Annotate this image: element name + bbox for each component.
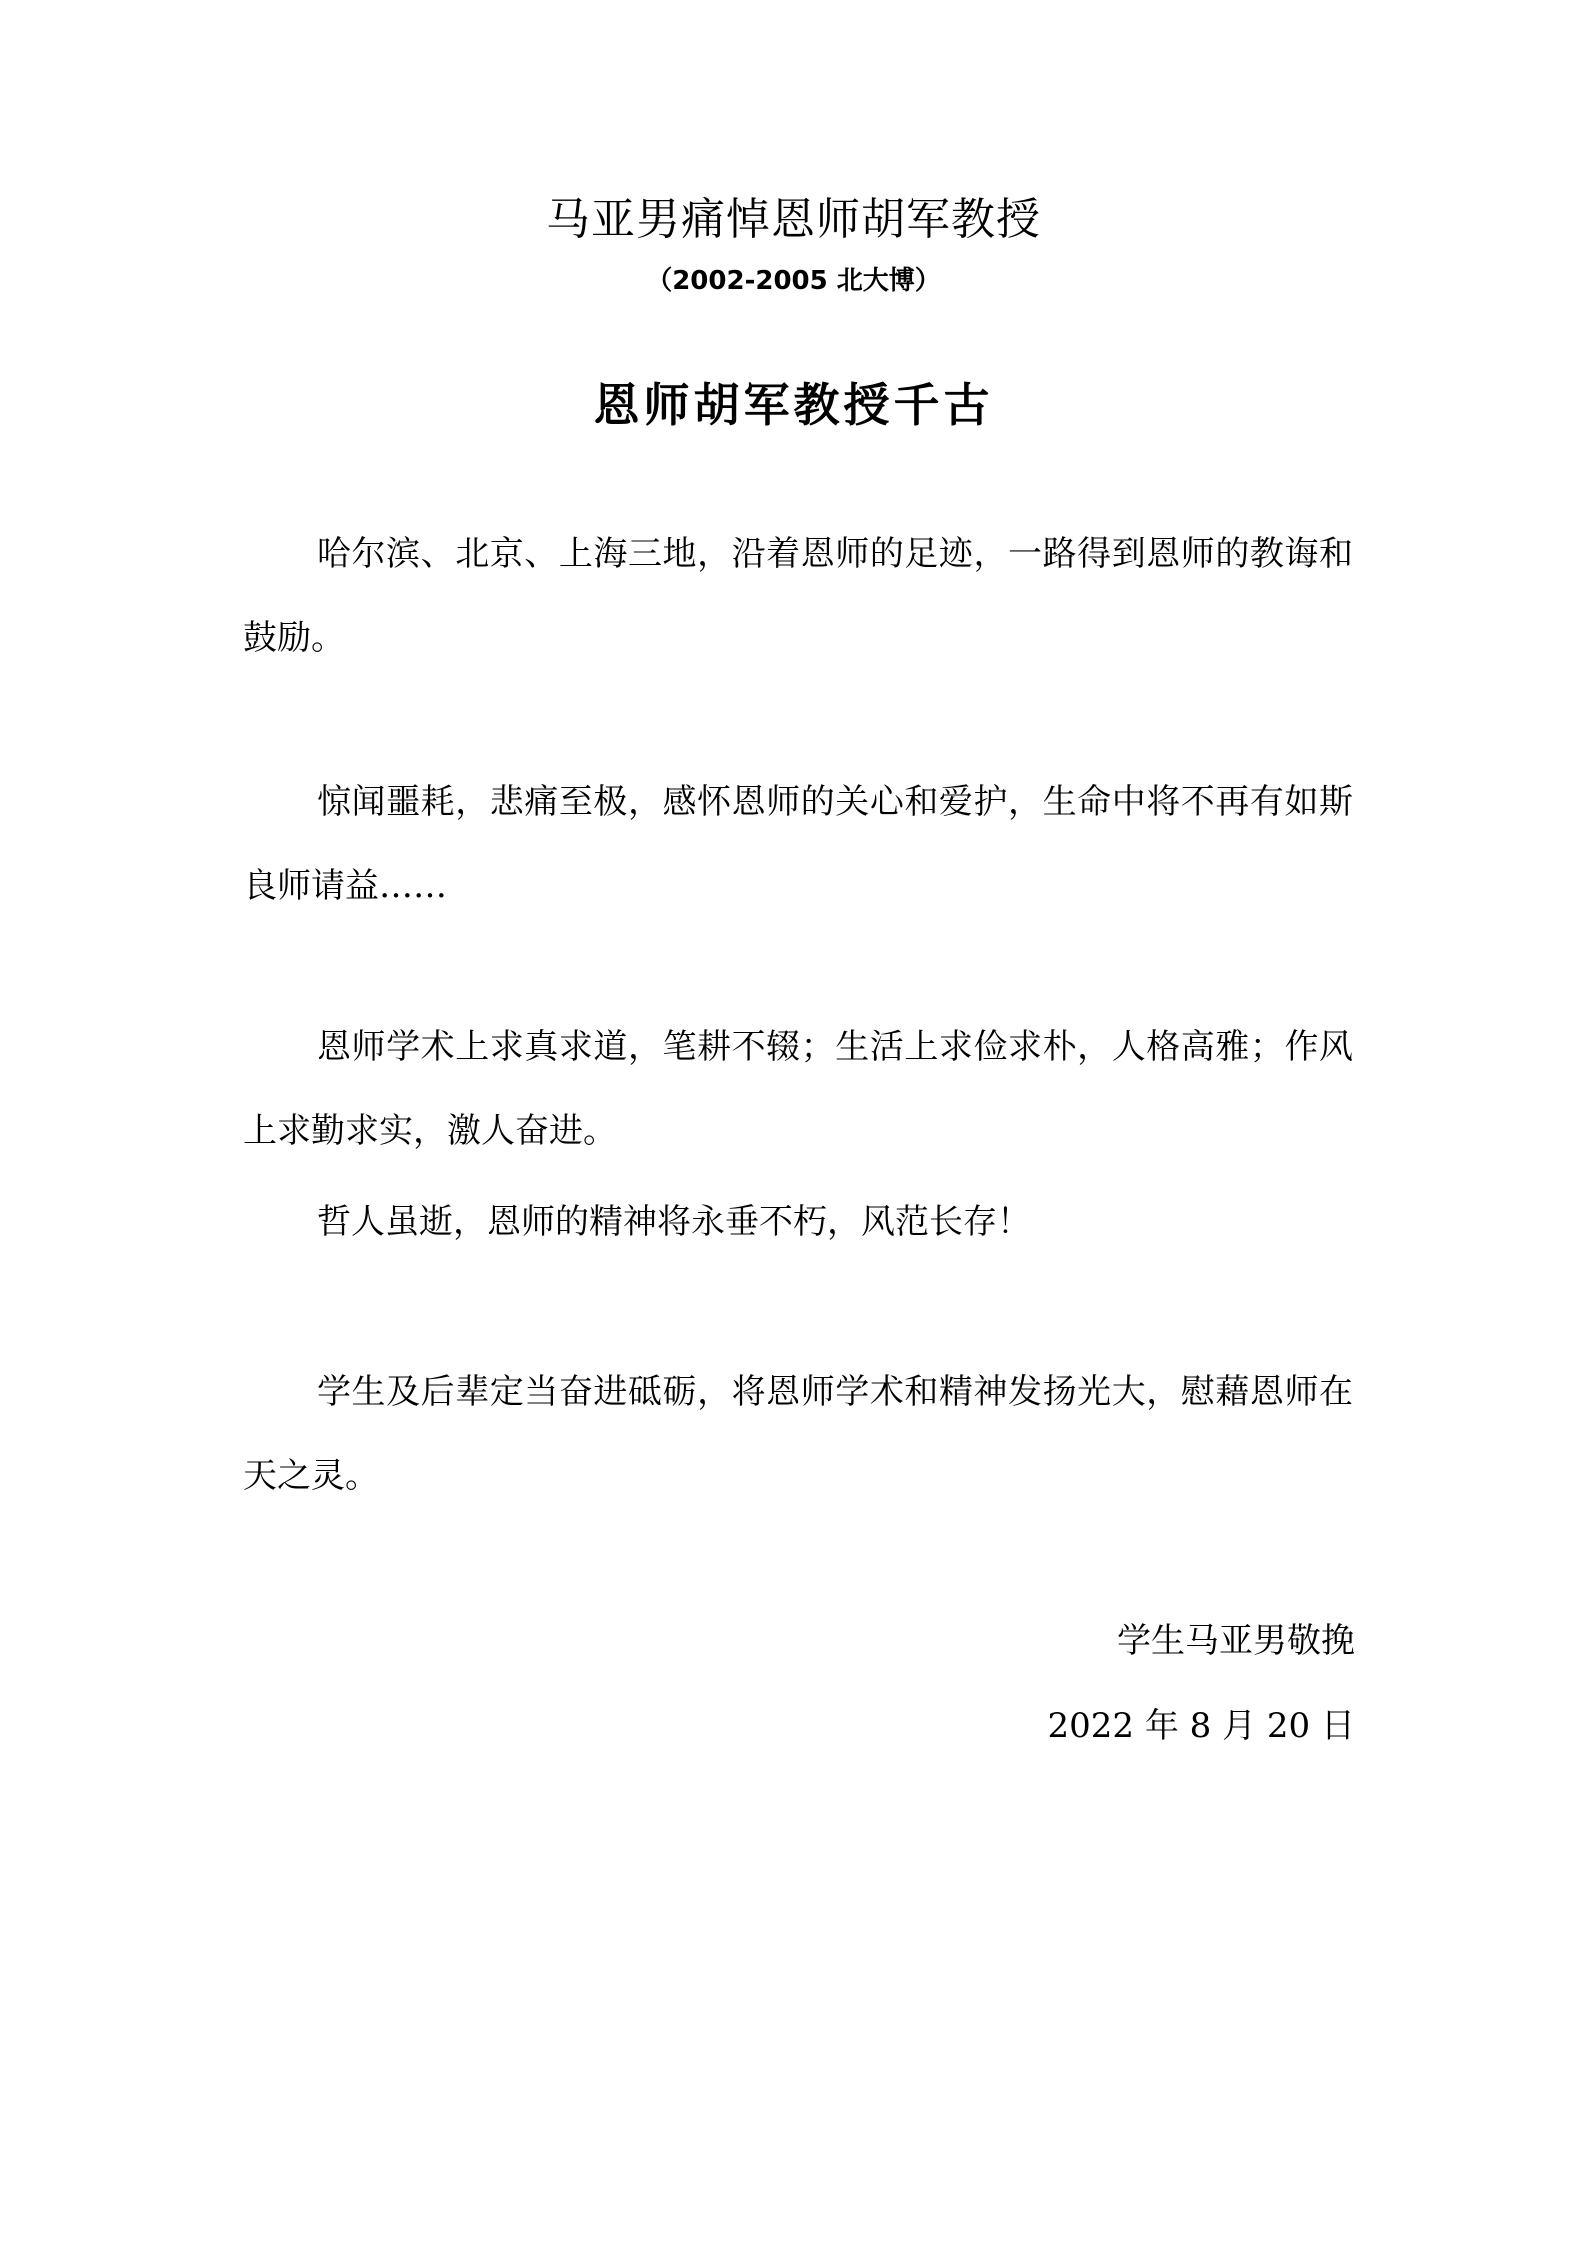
paragraph: 惊闻噩耗，悲痛至极，感怀恩师的关心和爱护，生命中将不再有如斯良师请益……: [243, 782, 1353, 906]
paragraph: 学生及后辈定当奋进砥砺，将恩师学术和精神发扬光大，慰藉恩师在天之灵。: [243, 1372, 1353, 1496]
document-title: 马亚男痛悼恩师胡军教授: [546, 194, 1041, 245]
paragraph: 恩师学术上求真求道，笔耕不辍；生活上求俭求朴，人格高雅；作风上求勤求实，激人奋进。: [243, 1027, 1353, 1151]
document-subtitle: （2002-2005 北大博）: [646, 266, 941, 296]
memorial-heading: 恩师胡军教授千古: [593, 378, 994, 432]
paragraph: 哲人虽逝，恩师的精神将永垂不朽，风范长存！: [317, 1202, 1031, 1242]
date: 2022 年 8 月 20 日: [1047, 1706, 1355, 1746]
signature: 学生马亚男敬挽: [1117, 1621, 1355, 1661]
paragraph: 哈尔滨、北京、上海三地，沿着恩师的足迹，一路得到恩师的教诲和鼓励。: [243, 534, 1353, 658]
